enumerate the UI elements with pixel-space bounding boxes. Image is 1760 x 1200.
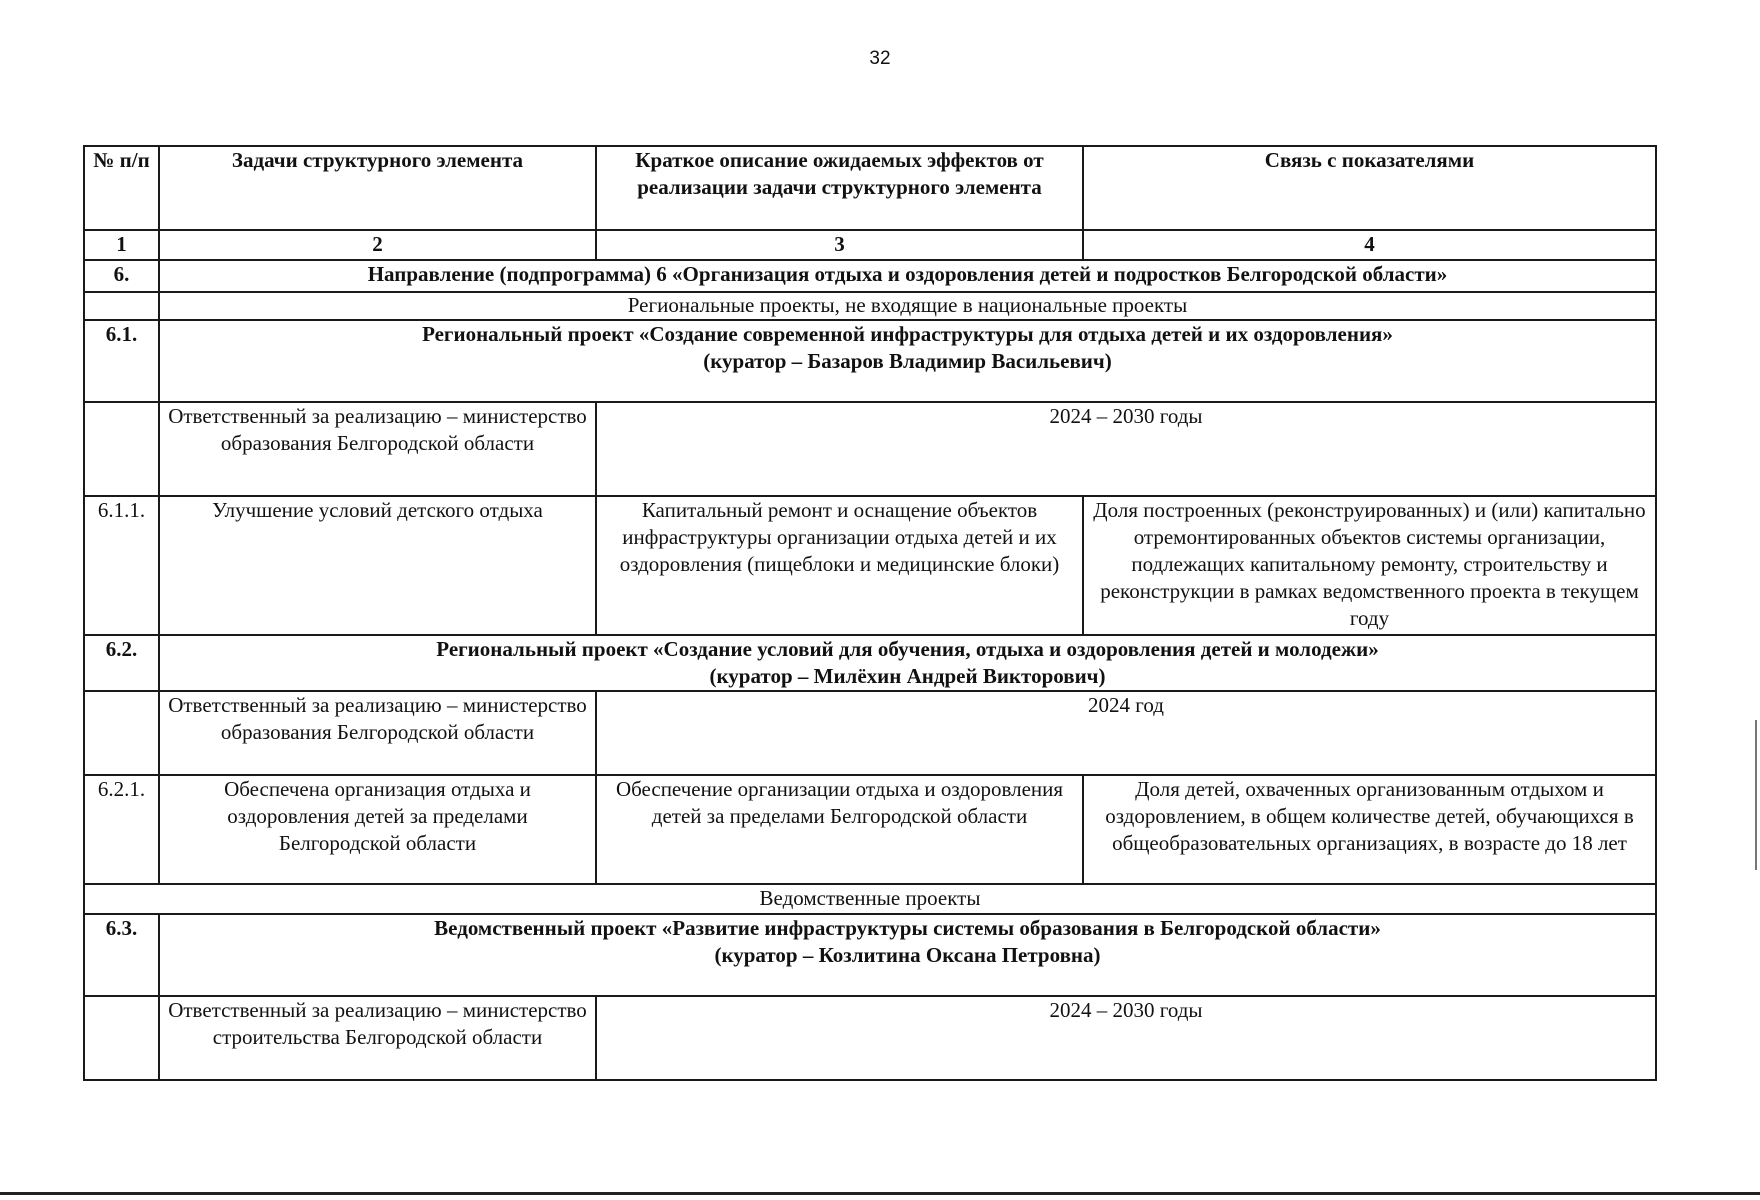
bottom-rule xyxy=(0,1192,1760,1195)
project-cell xyxy=(159,635,1656,691)
column-number: 2 xyxy=(159,230,596,260)
direction-row xyxy=(84,260,1656,292)
project-title: Региональный проект «Создание современной инфраструктуры для отдыха детей и их оздоровления» xyxy=(422,322,1393,346)
header-num: № п/п xyxy=(84,146,159,230)
responsible-text: Ответственный за реализацию – министерство строительства Белгородской области xyxy=(159,996,596,1080)
project-cell xyxy=(159,914,1656,996)
header-effects: Краткое описание ожидаемых эффектов от реализации задачи структурного элемента xyxy=(596,146,1083,230)
responsible-row xyxy=(84,691,1656,775)
project-row xyxy=(84,320,1656,402)
project-num: 6.2. xyxy=(84,635,159,691)
task-name: Улучшение условий детского отдыха xyxy=(159,496,596,635)
empty-cell xyxy=(84,996,159,1080)
direction-title: Направление (подпрограмма) 6 «Организация отдыха и оздоровления детей и подростков Белгородской области» xyxy=(159,260,1656,292)
project-row xyxy=(84,635,1656,691)
header-links: Связь с показателями xyxy=(1083,146,1656,230)
task-effect: Обеспечение организации отдыха и оздоровления детей за пределами Белгородской области xyxy=(596,775,1083,884)
scan-edge-mark xyxy=(1755,720,1757,870)
direction-num: 6. xyxy=(84,260,159,292)
task-name: Обеспечена организация отдыха и оздоровления детей за пределами Белгородской области xyxy=(159,775,596,884)
table-header-row xyxy=(84,146,1656,230)
project-curator: (куратор – Милёхин Андрей Викторович) xyxy=(709,664,1106,688)
responsible-text: Ответственный за реализацию – министерство образования Белгородской области xyxy=(159,691,596,775)
regional-projects-label: Региональные проекты, не входящие в национальные проекты xyxy=(159,292,1656,320)
page-number: 32 xyxy=(869,48,891,69)
task-indicator: Доля детей, охваченных организованным отдыхом и оздоровлением, в общем количестве детей, обучающихся в общеобразовательных организациях, в возрасте до 18 лет xyxy=(1083,775,1656,884)
column-number: 4 xyxy=(1083,230,1656,260)
project-curator: (куратор – Базаров Владимир Васильевич) xyxy=(703,349,1112,373)
responsible-text: Ответственный за реализацию – министерство образования Белгородской области xyxy=(159,402,596,496)
period-text: 2024 год xyxy=(596,691,1656,775)
period-text: 2024 – 2030 годы xyxy=(596,402,1656,496)
departmental-projects-label: Ведомственные проекты xyxy=(84,884,1656,914)
responsible-row xyxy=(84,996,1656,1080)
empty-cell xyxy=(84,402,159,496)
task-effect: Капитальный ремонт и оснащение объектов инфраструктуры организации отдыха детей и их оздоровления (пищеблоки и медицинские блоки) xyxy=(596,496,1083,635)
task-row xyxy=(84,775,1656,884)
empty-cell xyxy=(84,292,159,320)
column-number: 1 xyxy=(84,230,159,260)
project-curator: (куратор – Козлитина Оксана Петровна) xyxy=(714,943,1101,967)
period-text: 2024 – 2030 годы xyxy=(596,996,1656,1080)
regional-projects-row xyxy=(84,292,1656,320)
task-row xyxy=(84,496,1656,635)
task-num: 6.1.1. xyxy=(84,496,159,635)
project-num: 6.3. xyxy=(84,914,159,996)
project-cell xyxy=(159,320,1656,402)
header-tasks: Задачи структурного элемента xyxy=(159,146,596,230)
structural-elements-table xyxy=(83,145,1657,1081)
project-row xyxy=(84,914,1656,996)
column-number-row xyxy=(84,230,1656,260)
project-title: Ведомственный проект «Развитие инфраструктуры системы образования в Белгородской области» xyxy=(434,916,1381,940)
responsible-row xyxy=(84,402,1656,496)
project-num: 6.1. xyxy=(84,320,159,402)
task-indicator: Доля построенных (реконструированных) и (или) капитально отремонтированных объектов системы организации, подлежащих капитальному ремонту, строительству и реконструкции в рамках ведомственного проекта в текущем году xyxy=(1083,496,1656,635)
task-num: 6.2.1. xyxy=(84,775,159,884)
column-number: 3 xyxy=(596,230,1083,260)
empty-cell xyxy=(84,691,159,775)
departmental-projects-row xyxy=(84,884,1656,914)
project-title: Региональный проект «Создание условий для обучения, отдыха и оздоровления детей и молодежи» xyxy=(436,637,1379,661)
